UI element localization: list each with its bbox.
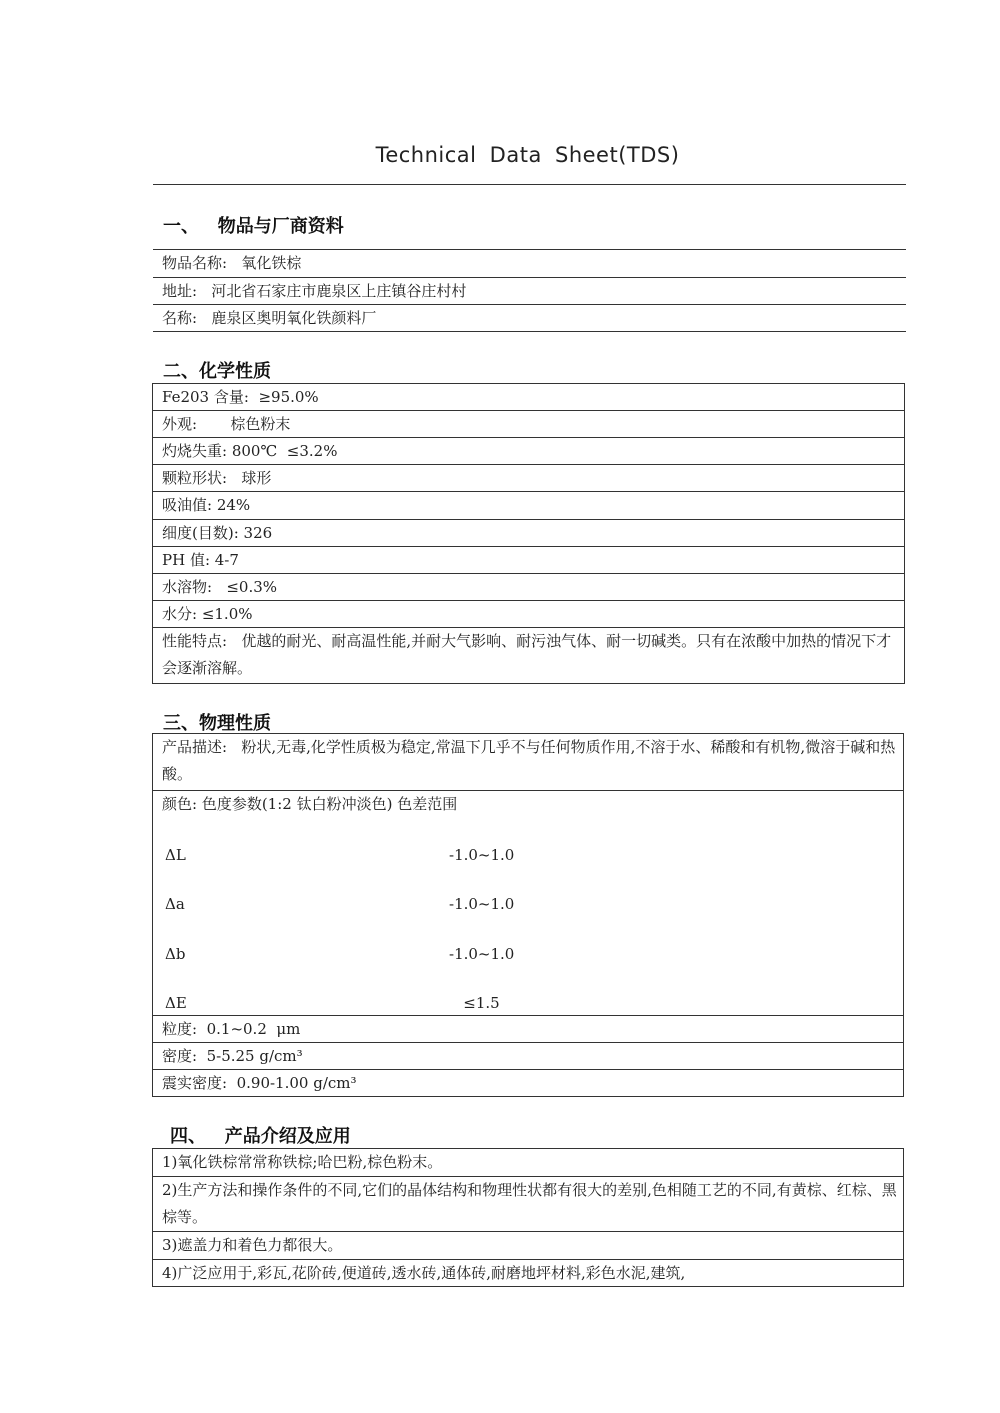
delta-a-label: Δa [165,895,185,913]
delta-l-value: -1.0~1.0 [449,846,515,864]
delta-e-value: ≤1.5 [449,994,500,1012]
chemical-properties-table [152,383,905,684]
table-row-color-params [153,790,903,1015]
table-row-ignition-loss: 灼烧失重: 800℃ ≤3.2% [153,437,904,464]
table-row-fe2o3-content: Fe203 含量: ≥95.0% [162,388,319,406]
table-row-water-soluble: 水溶物: ≤0.3% [153,573,904,600]
section-4-heading: 四、 产品介绍及应用 [170,1126,351,1147]
table-row-app-1: 1)氧化铁棕常常称铁棕;哈巴粉,棕色粉末。 [162,1153,443,1171]
table-row-fineness: 细度(目数): 326 [153,519,904,546]
table-row-moisture: 水分: ≤1.0% [153,600,904,627]
table-row-appearance: 外观: 棕色粉末 [153,410,904,437]
table-row-oil-absorption: 吸油值: 24% [153,491,904,519]
delta-l-label: ΔL [165,846,186,864]
table-row-tap-density: 震实密度: 0.90-1.00 g/cm³ [153,1069,903,1096]
delta-a-value: -1.0~1.0 [449,895,515,913]
table-row-density: 密度: 5-5.25 g/cm³ [153,1042,903,1069]
table-row-address: 地址: 河北省石家庄市鹿泉区上庄镇谷庄村村 [153,277,906,304]
section-2-heading: 二、化学性质 [163,361,271,382]
company-info-table [153,249,906,332]
section-3-heading: 三、物理性质 [163,713,271,734]
page-title: Technical Data Sheet(TDS) [375,143,680,167]
title-divider [153,184,906,185]
table-row-particle-size: 粒度: 0.1~0.2 μm [153,1015,903,1042]
delta-e-label: ΔE [165,994,187,1012]
table-row-product-name: 物品名称: 氧化铁棕 [162,254,302,272]
table-row-particle-shape: 颗粒形状: 球形 [153,464,904,491]
color-params-label: 颜色: 色度参数(1:2 钛白粉冲淡色) 色差范围 [162,795,458,813]
table-row-app-4: 4)广泛应用于,彩瓦,花阶砖,便道砖,透水砖,通体砖,耐磨地坪材料,彩色水泥,建筑, [153,1259,903,1286]
table-row-app-3: 3)遮盖力和着色力都很大。 [153,1231,903,1259]
table-row-description: 产品描述: 粉状,无毒,化学性质极为稳定,常温下几乎不与任何物质作用,不溶于水、稀酸和有机物,微溶于碱和热酸。 [162,738,896,783]
delta-b-value: -1.0~1.0 [449,945,515,963]
table-row-company-name: 名称: 鹿泉区奥明氧化铁颜料厂 [153,304,906,331]
delta-b-label: Δb [165,945,186,963]
table-row-ph: PH 值: 4-7 [153,546,904,573]
table-row-app-2: 2)生产方法和操作条件的不同,它们的晶体结构和物理性状都有很大的差别,色相随工艺的不同,有黄棕、红棕、黑棕等。 [153,1176,903,1231]
section-1-heading: 一、 物品与厂商资料 [163,216,344,237]
physical-properties-table [152,733,904,1097]
table-row-features: 性能特点: 优越的耐光、耐高温性能,并耐大气影响、耐污浊气体、耐一切碱类。只有在浓酸中加热的情况下才会逐渐溶解。 [153,627,904,683]
applications-table [152,1148,904,1287]
